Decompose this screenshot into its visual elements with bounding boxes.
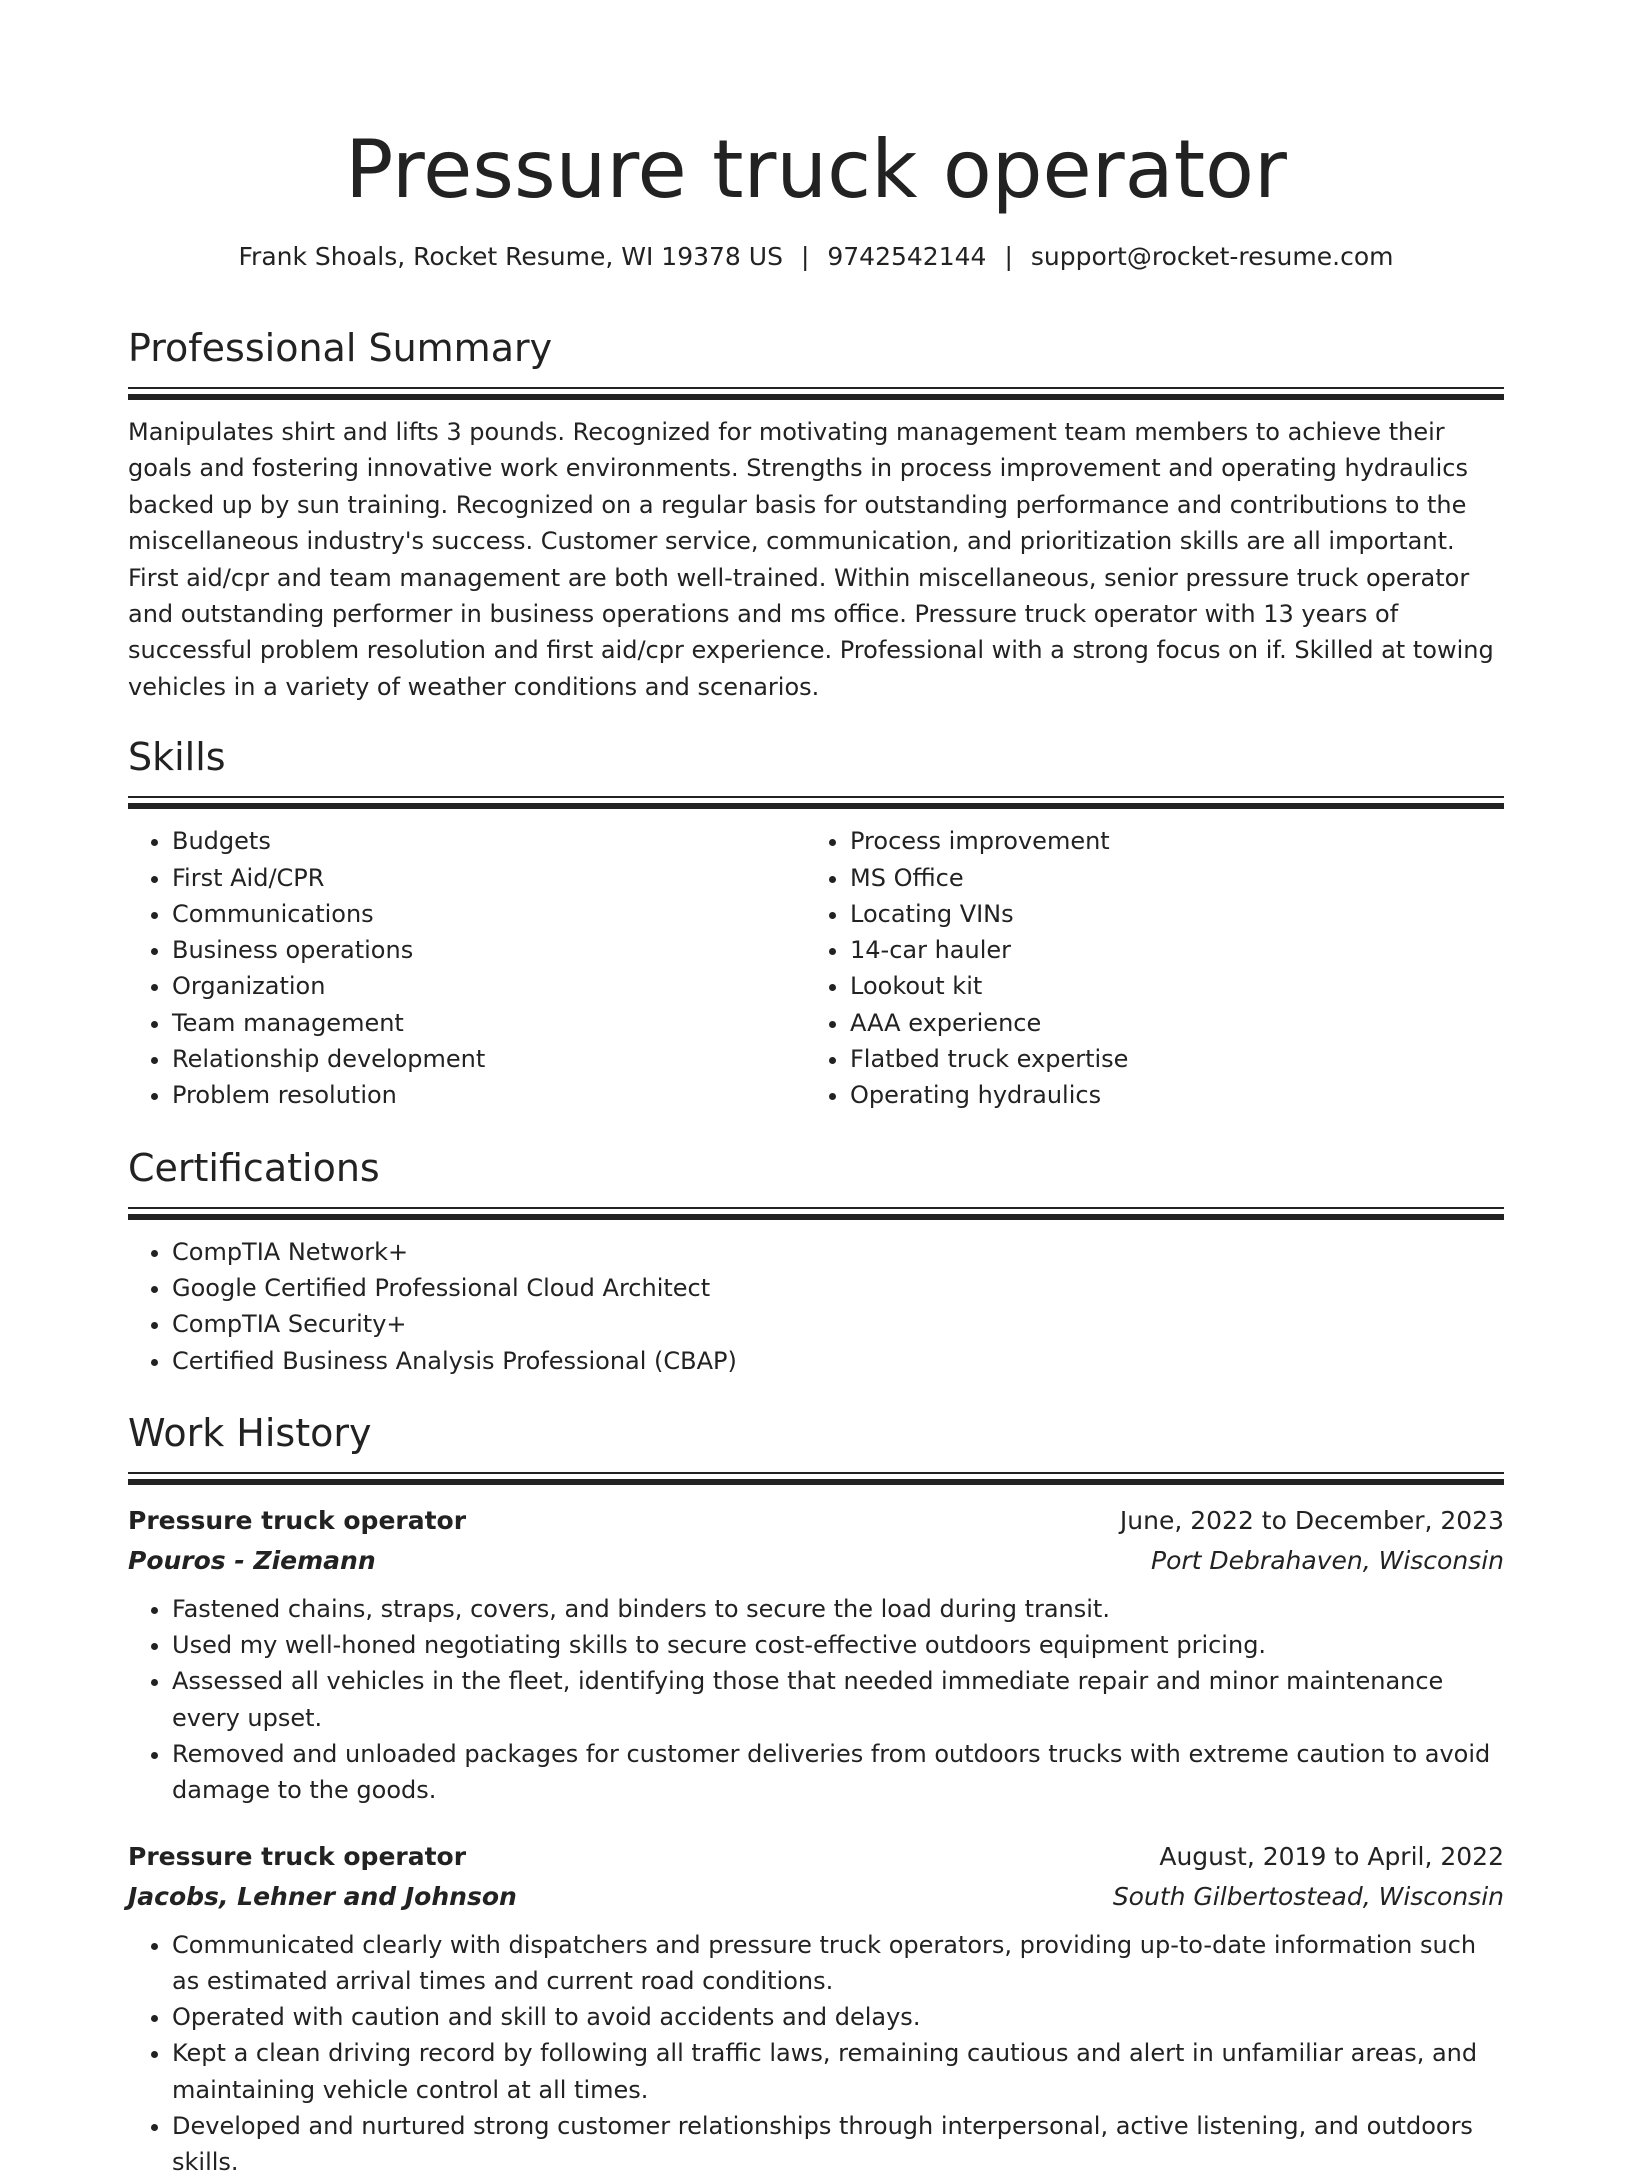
certifications-heading: Certifications — [128, 1145, 380, 1190]
skill-item: • Business operations — [172, 932, 806, 968]
job-bullet: • Removed and unloaded packages for customer deliveries from outdoors trucks with extreme caution to avoid damage to the goods. — [172, 1736, 1504, 1809]
job-bullet: • Used my well-honed negotiating skills to secure cost-effective outdoors equipment pricing. — [172, 1627, 1504, 1663]
job-bullet: • Kept a clean driving record by following all traffic laws, remaining cautious and alert in unfamiliar areas, and maintaining vehicle control at all times. — [172, 2035, 1504, 2108]
skill-item: • AAA experience — [850, 1005, 1484, 1041]
job-title: Pressure truck operator — [128, 1841, 467, 1871]
certification-item: • Google Certified Professional Cloud Architect — [172, 1270, 1504, 1306]
job-entry — [128, 1501, 1504, 1809]
summary-heading: Professional Summary — [128, 326, 553, 370]
certifications-section — [128, 1142, 1504, 1379]
contact-separator: | — [1004, 242, 1013, 271]
job-header-row — [128, 1501, 1504, 1541]
contact-email: support@rocket-resume.com — [1030, 242, 1394, 271]
contact-separator: | — [800, 242, 810, 271]
skill-item: • Team management — [172, 1005, 806, 1041]
section-divider — [128, 387, 1504, 400]
skill-item: • Lookout kit — [850, 968, 1484, 1004]
job-bullet: • Fastened chains, straps, covers, and binders to secure the load during transit. — [172, 1591, 1504, 1627]
work-history-section — [128, 1407, 1504, 2181]
certification-item: • CompTIA Network+ — [172, 1234, 1504, 1270]
summary-text: Manipulates shirt and lifts 3 pounds. Recognized for motivating management team members to achieve their goals and fostering innovative work environments. Strengths in process improvement and operating hydraulics backed up by sun training. Recognized on a regular basis for outstanding performance and contributions to the miscellaneous industry's success. Customer service, communication, and prioritization skills are all important. First aid/cpr and team management are both well-trained. Within miscellaneous, senior pressure truck operator and outstanding performer in business operations and ms office. Pressure truck operator with 13 years of successful problem resolution and first aid/cpr experience. Professional with a strong focus on if. Skilled at towing vehicles in a variety of weather conditions and scenarios. — [128, 418, 1494, 701]
job-bullets — [128, 1927, 1504, 2181]
skills-section — [128, 731, 1504, 1113]
job-dates: June, 2022 to December, 2023 — [1119, 1505, 1504, 1535]
skill-item: • Communications — [172, 896, 806, 932]
skills-heading: Skills — [128, 735, 226, 780]
job-bullet: • Assessed all vehicles in the fleet, identifying those that needed immediate repair and minor maintenance every upset. — [172, 1663, 1504, 1736]
job-employer: Pouros - Ziemann — [128, 1545, 376, 1575]
contact-phone: 9742542144 — [827, 242, 987, 271]
resume-title: Pressure truck operator — [345, 123, 1287, 216]
resume-page — [128, 0, 1504, 2181]
skills-list-left — [128, 823, 806, 1113]
job-dates: August, 2019 to April, 2022 — [1159, 1841, 1504, 1871]
summary-section — [128, 322, 1504, 705]
work-history-heading: Work History — [128, 1410, 372, 1455]
skill-item: • Relationship development — [172, 1041, 806, 1077]
job-title: Pressure truck operator — [128, 1505, 467, 1535]
section-divider — [128, 1472, 1504, 1485]
contact-line — [128, 240, 1504, 274]
section-divider — [128, 1207, 1504, 1220]
contact-address: Frank Shoals, Rocket Resume, WI 19378 US — [238, 242, 783, 271]
job-location: South Gilbertostead, Wisconsin — [1112, 1881, 1504, 1911]
job-employer-row — [128, 1877, 1504, 1917]
skills-list-right — [806, 823, 1484, 1113]
skill-item: • 14-car hauler — [850, 932, 1484, 968]
skill-item: • Flatbed truck expertise — [850, 1041, 1484, 1077]
job-entry — [128, 1837, 1504, 2181]
job-bullet: • Operated with caution and skill to avoid accidents and delays. — [172, 1999, 1504, 2035]
skill-item: • Organization — [172, 968, 806, 1004]
certifications-list — [128, 1234, 1504, 1379]
certification-item: • CompTIA Security+ — [172, 1306, 1504, 1342]
skill-item: • Locating VINs — [850, 896, 1484, 932]
job-bullets — [128, 1591, 1504, 1809]
skills-columns — [128, 809, 1504, 1113]
skill-item: • Process improvement — [850, 823, 1484, 859]
skill-item: • Operating hydraulics — [850, 1077, 1484, 1113]
job-employer: Jacobs, Lehner and Johnson — [128, 1881, 517, 1911]
skill-item: • First Aid/CPR — [172, 860, 806, 896]
certification-item: • Certified Business Analysis Professional (CBAP) — [172, 1343, 1504, 1379]
skill-item: • Problem resolution — [172, 1077, 806, 1113]
job-bullet: • Developed and nurtured strong customer relationships through interpersonal, active listening, and outdoors skills. — [172, 2108, 1504, 2181]
job-employer-row — [128, 1541, 1504, 1581]
job-location: Port Debrahaven, Wisconsin — [1151, 1545, 1504, 1575]
job-header-row — [128, 1837, 1504, 1877]
skill-item: • MS Office — [850, 860, 1484, 896]
skill-item: • Budgets — [172, 823, 806, 859]
job-bullet: • Communicated clearly with dispatchers and pressure truck operators, providing up-to-date information such as estimated arrival times and current road conditions. — [172, 1927, 1504, 2000]
section-divider — [128, 796, 1504, 809]
